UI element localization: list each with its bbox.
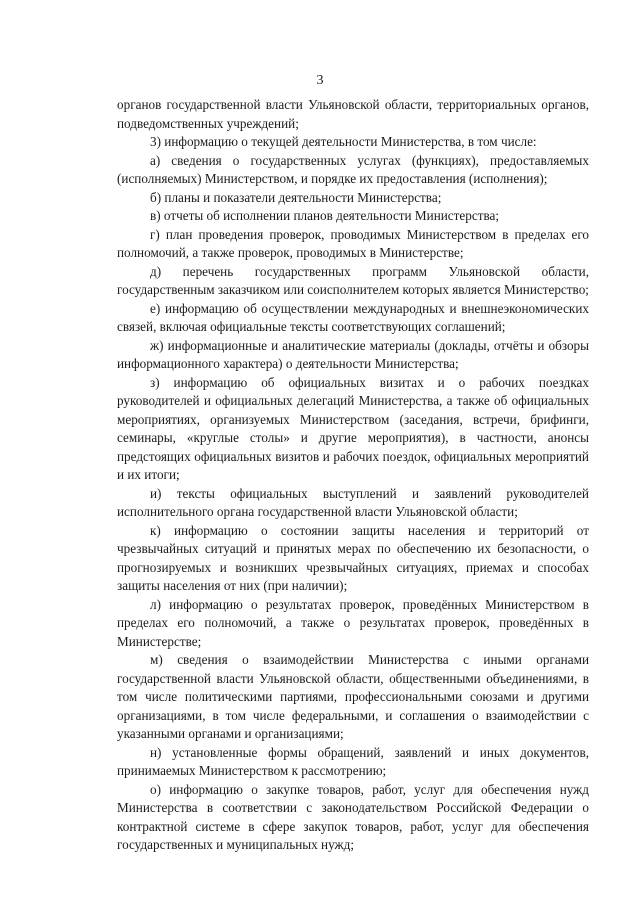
page-number: 3: [316, 73, 324, 88]
paragraph: о) информацию о закупке товаров, работ, услуг для обеспечения нужд Министерства в соответствии с законодательством Российской Федерации о контрактной системе в сфере закупок товаров, работ, услуг для обеспечения государственных и муниципальных нужд;: [117, 781, 589, 852]
paragraph: а) сведения о государственных услугах (функциях), предоставляемых (исполняемых) Министерством, и порядке их предоставления (исполнения);: [117, 152, 589, 186]
paragraph: органов государственной власти Ульяновской области, территориальных органов, подведомственных учреждений;: [117, 97, 589, 131]
document-body: [117, 96, 589, 855]
paragraph: д) перечень государственных программ Ульяновской области, государственным заказчиком или соисполнителем которых является Министерство;: [117, 263, 589, 297]
paragraph: м) сведения о взаимодействии Министерства с иными органами государственной власти Ульяновской области, общественными объединениями, в том числе политическими партиями, профессиональными союзами и другими организациями, в том числе федеральными, и соглашения о взаимодействии с указанными органами и организациями;: [117, 652, 589, 741]
paragraph: з) информацию об официальных визитах и о рабочих поездках руководителей и официальных делегаций Министерства, а также об официальных мероприятиях, организуемых Министерством (заседания, встречи, брифинги, семинары, «круглые столы» и другие мероприятия), в частности, анонсы предстоящих официальных визитов и рабочих поездок, официальных мероприятий и их итоги;: [117, 374, 589, 482]
paragraph: ж) информационные и аналитические материалы (доклады, отчёты и обзоры информационного характера) о деятельности Министерства;: [117, 337, 589, 371]
paragraph: 3) информацию о текущей деятельности Министерства, в том числе:: [150, 134, 537, 149]
paragraph: к) информацию о состоянии защиты населения и территорий от чрезвычайных ситуаций и принятых мерах по обеспечению их безопасности, о прогнозируемых и возникших чрезвычайных ситуациях, приемах и способах защиты населения от них (при наличии);: [117, 522, 589, 593]
paragraph: л) информацию о результатах проверок, проведённых Министерством в пределах его полномочий, а также о результатах проверок, проведённых в Министерстве;: [117, 596, 589, 649]
paragraph: б) планы и показатели деятельности Министерства;: [150, 189, 442, 205]
paragraph: г) план проведения проверок, проводимых Министерством в пределах его полномочий, а также проверок, проводимых в Министерстве;: [117, 226, 589, 260]
paragraph: н) установленные формы обращений, заявлений и иных документов, принимаемых Министерством к рассмотрению;: [117, 744, 589, 778]
paragraph: е) информацию об осуществлении международных и внешнеэкономических связей, включая официальные тексты соответствующих соглашений;: [117, 300, 589, 334]
paragraph: и) тексты официальных выступлений и заявлений руководителей исполнительного органа государственной власти Ульяновской области;: [117, 485, 589, 519]
paragraph: в) отчеты об исполнении планов деятельности Министерства;: [150, 208, 500, 223]
